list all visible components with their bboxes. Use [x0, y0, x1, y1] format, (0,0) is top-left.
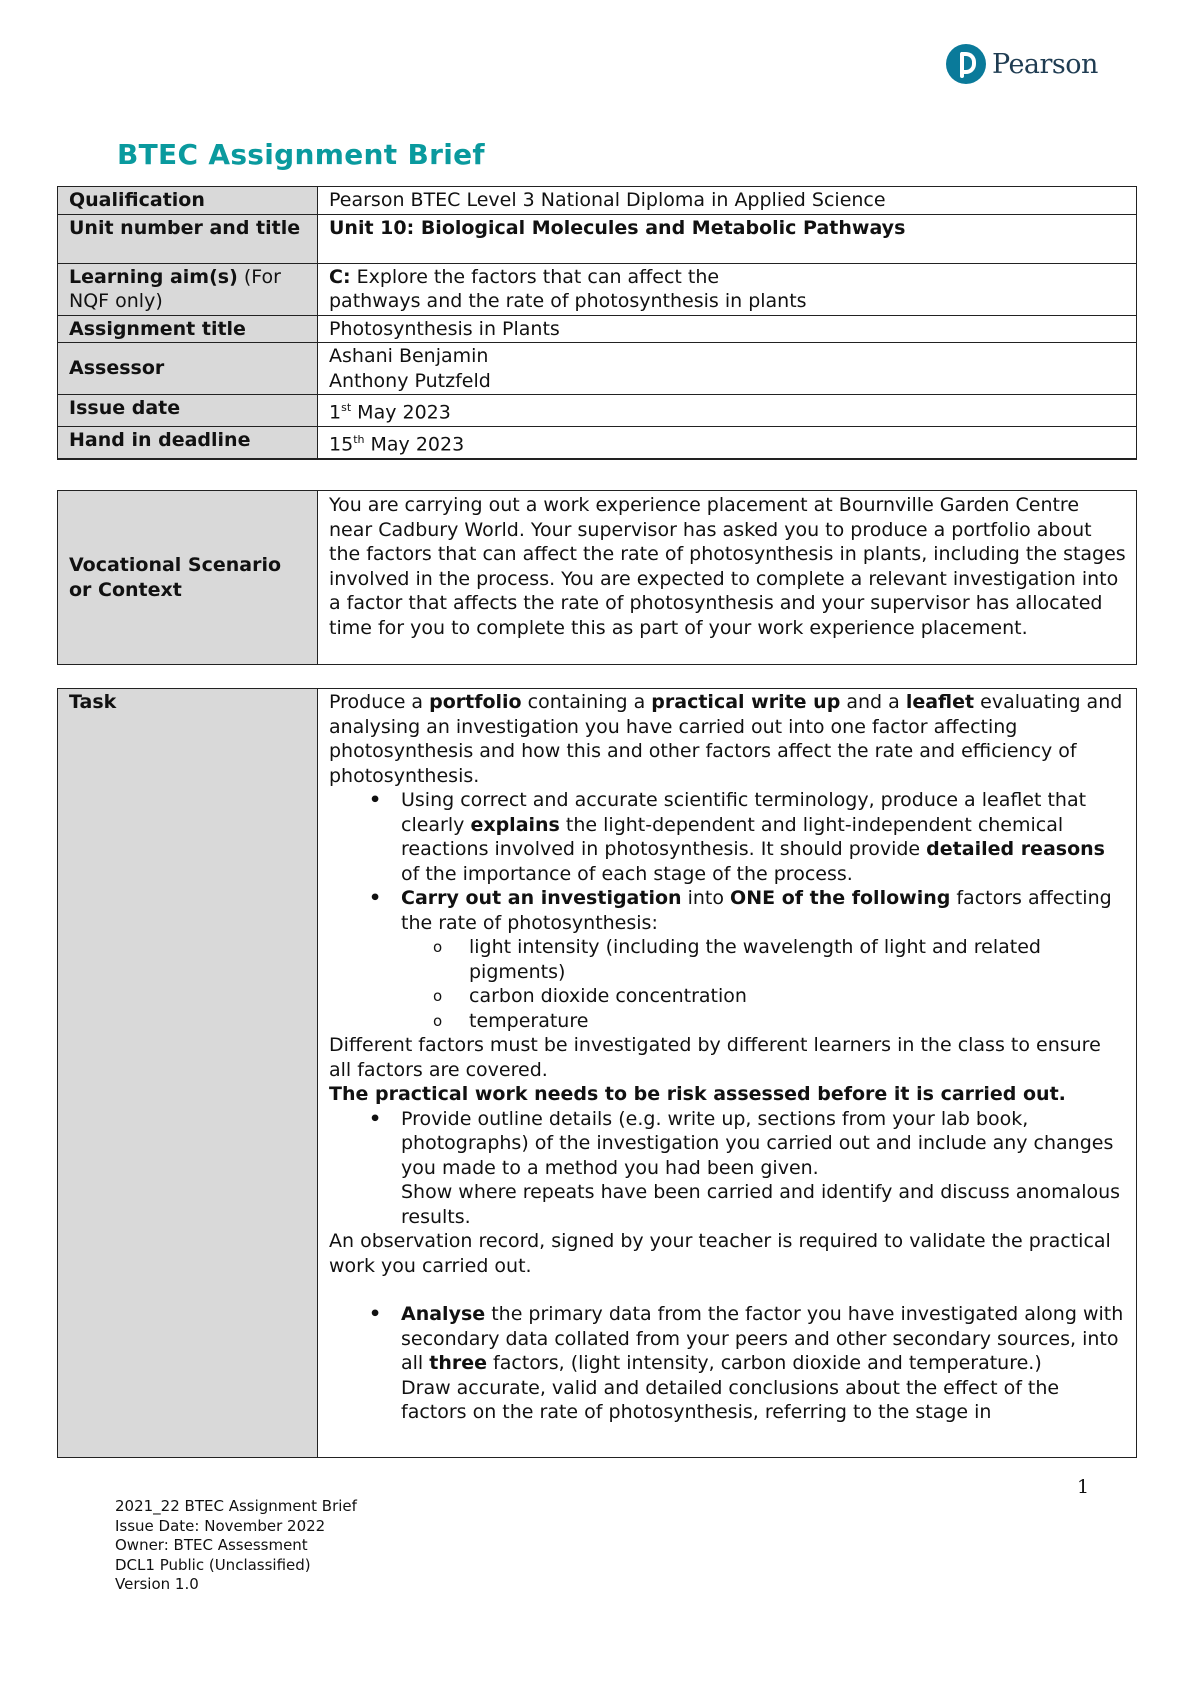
list-item: • Carry out an investigation into ONE of the following factors affecting the rate of photosynthesis: o light intensity (including the wavelength of light and related pigments) o carbon dioxide concentration o temperature: [401, 886, 1126, 1033]
assessor-label: Assessor: [58, 343, 318, 395]
task-label: Task: [58, 689, 318, 1458]
list-item: • Using correct and accurate scientific terminology, produce a leaflet that clearly explains the light-dependent and light-independent chemical reactions involved in photosynthesis. It should provide detailed reasons of the importance of each stage of the process.: [401, 788, 1126, 886]
footer-line: DCL1 Public (Unclassified): [115, 1555, 311, 1574]
table-row: [58, 214, 1137, 263]
task-bullets-1: [329, 788, 1126, 1033]
table-row: [58, 689, 1137, 1458]
table-row: [58, 187, 1137, 215]
assessor-value: Ashani Benjamin Anthony Putzfeld: [318, 343, 1137, 395]
qualification-value: Pearson BTEC Level 3 National Diploma in Applied Science: [318, 187, 1137, 215]
table-row: [58, 395, 1137, 427]
assignment-details-table: [57, 186, 1137, 460]
unit-value: Unit 10: Biological Molecules and Metabolic Pathways: [318, 214, 1137, 263]
task-bullets-2: [329, 1107, 1126, 1230]
scenario-table: [57, 490, 1137, 665]
deadline-value: 15th May 2023: [318, 426, 1137, 458]
page-title: BTEC Assignment Brief: [117, 138, 485, 171]
pearson-logo: [946, 44, 1098, 84]
scenario-text: You are carrying out a work experience placement at Bournville Garden Centre near Cadbury World. Your supervisor has asked you to produce a portfolio about the factors that can affect the rate of photosynthesis in plants, including the stages involved in the process. You are expected to complete a relevant investigation into a factor that affects the rate of photosynthesis and your supervisor has allocated time for you to complete this as part of your work experience placement.: [318, 491, 1137, 665]
task-content: [318, 689, 1137, 1458]
deadline-label: Hand in deadline: [58, 426, 318, 458]
risk-assessment-note: The practical work needs to be risk assessed before it is carried out.: [329, 1083, 1066, 1105]
footer: [115, 1497, 357, 1595]
task-bullets-3: [329, 1302, 1126, 1425]
issue-date-value: 1st May 2023: [318, 395, 1137, 427]
footer-line: Owner: BTEC Assessment: [115, 1536, 308, 1554]
list-item: o light intensity (including the wavelength of light and related pigments): [469, 935, 1126, 984]
assignment-title-value: Photosynthesis in Plants: [318, 315, 1137, 343]
assignment-title-label: Assignment title: [58, 315, 318, 343]
footer-line: 2021_22 BTEC Assignment Brief: [115, 1497, 357, 1515]
learning-aim-label: Learning aim(s) (For NQF only): [58, 263, 318, 315]
scenario-label: Vocational Scenario or Context: [58, 491, 318, 665]
observation-text: An observation record, signed by your teacher is required to validate the practical work you carried out.: [329, 1230, 1111, 1277]
different-factors-text: Different factors must be investigated by different learners in the class to ensure all factors are covered.: [329, 1034, 1101, 1081]
table-row: [58, 343, 1137, 395]
task-table: [57, 688, 1137, 1458]
list-item: o carbon dioxide concentration: [469, 984, 1126, 1009]
table-row: [58, 263, 1137, 315]
logo-text: Pearson: [992, 48, 1098, 80]
list-item: • Provide outline details (e.g. write up, sections from your lab book, photographs) of the investigation you carried out and include any changes you made to a method you had been given. Show where repeats have been carried and identify and discuss anomalous results.: [401, 1107, 1126, 1230]
list-item: o temperature: [469, 1009, 1126, 1034]
task-body: [329, 690, 1126, 1456]
factor-list: [401, 935, 1126, 1033]
table-row: [58, 426, 1137, 458]
qualification-label: Qualification: [58, 187, 318, 215]
page-number: 1: [1077, 1476, 1090, 1498]
unit-label: Unit number and title: [58, 214, 318, 263]
learning-aim-value: C: Explore the factors that can affect the pathways and the rate of photosynthesis in plants: [318, 263, 1137, 315]
footer-line: Issue Date: November 2022: [115, 1516, 326, 1535]
task-intro: Produce a portfolio containing a practical write up and a leaflet evaluating and analysing an investigation you have carried out into one factor affecting photosynthesis and how this and other factors affect the rate and efficiency of photosynthesis.: [329, 691, 1123, 787]
table-row: [58, 315, 1137, 343]
footer-line: Version 1.0: [115, 1575, 199, 1593]
pearson-p-icon: [946, 44, 986, 84]
table-row: [58, 491, 1137, 665]
list-item: • Analyse the primary data from the factor you have investigated along with secondary data collated from your peers and other secondary sources, into all three factors, (light intensity, carbon dioxide and temperature.) Draw accurate, valid and detailed conclusions about the effect of the factors on the rate of photosynthesis, referring to the stage in: [401, 1302, 1126, 1425]
issue-date-label: Issue date: [58, 395, 318, 427]
